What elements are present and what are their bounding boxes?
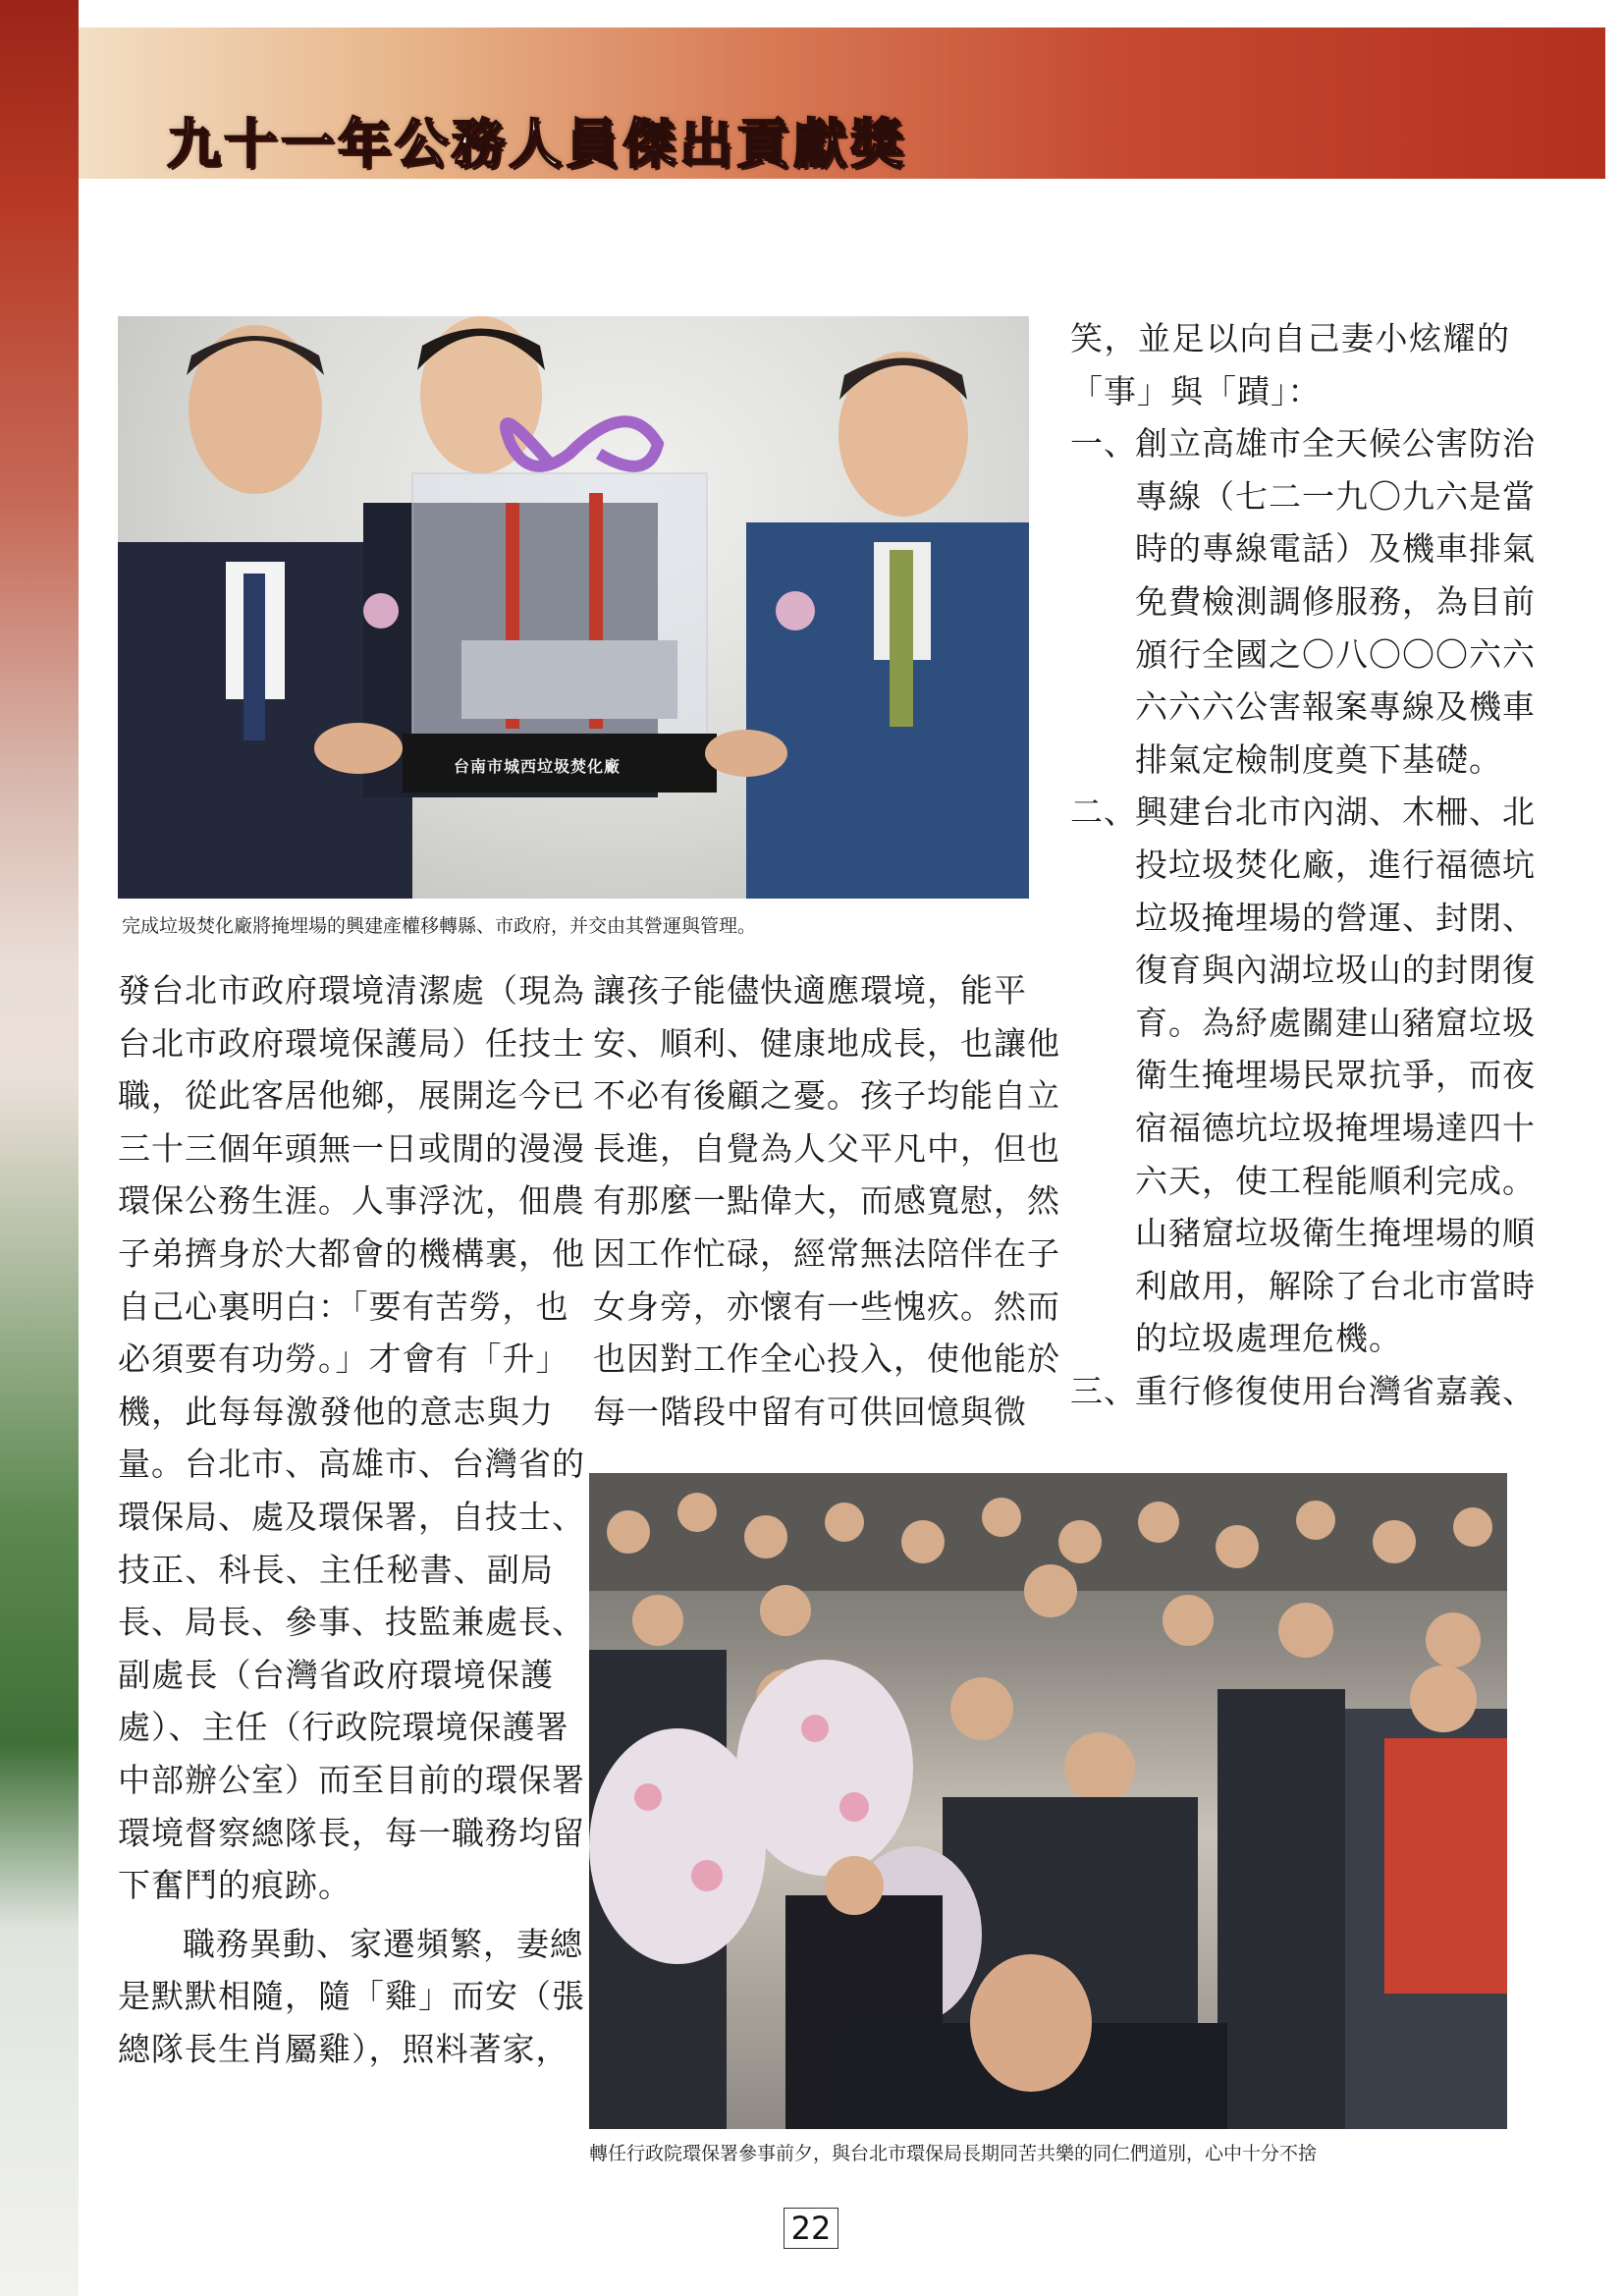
text-line: 副處長（台灣省政府環境保護 xyxy=(118,1655,554,1694)
text-line: 子弟擠身於大都會的機構裏，他 xyxy=(118,1233,585,1273)
list-item-label: 二、 xyxy=(1070,793,1137,832)
text-line: 發台北市政府環境清潔處（現為 xyxy=(118,971,585,1010)
text-line: 創立高雄市全天候公害防治 xyxy=(1135,424,1536,464)
text-line: 「事」與「蹟」： xyxy=(1070,371,1322,410)
list-item-label: 一、 xyxy=(1070,424,1137,464)
text-line: 環保局、處及環保署，自技士、 xyxy=(118,1497,585,1536)
text-line: 頒行全國之〇八〇〇〇六六 xyxy=(1135,634,1536,674)
text-line: 環境督察總隊長，每一職務均留 xyxy=(118,1813,585,1852)
text-line: 排氣定檢制度奠下基礎。 xyxy=(1135,739,1502,779)
text-line: 宿福德坑垃圾掩埋場達四十 xyxy=(1135,1108,1536,1147)
text-line: 笑，並足以向自己妻小炫耀的 xyxy=(1070,319,1510,357)
text-line: 長、局長、參事、技監兼處長、 xyxy=(118,1603,585,1642)
text-line: 山豬窟垃圾衛生掩埋場的順 xyxy=(1135,1214,1536,1253)
text-line: 六天，使工程能順利完成。 xyxy=(1135,1161,1536,1200)
text-line: 免費檢測調修服務，為目前 xyxy=(1135,581,1536,621)
text-line: 三十三個年頭無一日或閒的漫漫 xyxy=(118,1128,585,1168)
paragraph xyxy=(118,1918,585,2076)
text-line: 安、順利、健康地成長，也讓他 xyxy=(593,1023,1060,1063)
list-item xyxy=(1070,1365,1536,1418)
text-line: 利啟用，解除了台北市當時 xyxy=(1135,1266,1536,1305)
text-line: 的垃圾處理危機。 xyxy=(1135,1319,1402,1358)
text-line: 機，此每每激發他的意志與力 xyxy=(118,1392,554,1431)
text-line: 育。為紓處關建山豬窟垃圾 xyxy=(1135,1003,1536,1042)
model-plate-label: 台南市城西垃圾焚化廠 xyxy=(454,757,622,776)
photo-caption: 轉任行政院環保署參事前夕，與台北市環保局長期同苦共樂的同仁們道別，心中十分不捨 xyxy=(589,2143,1318,2164)
text-line: 必須要有功勞。」才會有「升」 xyxy=(118,1339,569,1379)
text-line: 下奮鬥的痕跡。 xyxy=(118,1866,352,1905)
text-line: 職務異動、家遷頻繁，妻總 xyxy=(183,1924,583,1963)
photo-caption: 完成垃圾焚化廠將掩埋場的興建產權移轉縣、市政府，并交由其營運與管理。 xyxy=(122,915,757,937)
text-line: 環保公務生涯。人事浮沈，佃農 xyxy=(118,1181,585,1221)
text-line: 重行修復使用台灣省嘉義、 xyxy=(1135,1371,1536,1410)
text-line: 量。台北市、高雄市、台灣省的 xyxy=(118,1445,585,1484)
list-item-label: 三、 xyxy=(1070,1371,1137,1410)
list-item xyxy=(1070,786,1536,1365)
text-line: 職，從此客居他鄉，展開迄今已 xyxy=(118,1076,585,1116)
text-line: 衛生掩埋場民眾抗爭，而夜 xyxy=(1135,1056,1536,1095)
list-item xyxy=(1070,417,1536,786)
text-line: 女身旁，亦懷有一些愧疚。然而 xyxy=(593,1286,1060,1326)
page-title: 九十一年公務人員傑出貢獻獎 xyxy=(167,113,907,175)
text-line: 時的專線電話）及機車排氣 xyxy=(1135,529,1536,569)
text-column-2 xyxy=(593,964,1060,1438)
text-line: 處）、主任（行政院環境保護署 xyxy=(118,1708,569,1747)
text-line: 有那麼一點偉大，而感寬慰，然 xyxy=(593,1181,1060,1221)
text-line: 技正、科長、主任秘書、副局 xyxy=(118,1550,554,1589)
photo-officials-with-model xyxy=(118,316,1029,899)
text-line: 是默默相隨，隨「雞」而安（張 xyxy=(118,1977,585,2016)
text-line: 興建台北市內湖、木柵、北 xyxy=(1135,793,1536,832)
decorative-side-strip xyxy=(0,0,79,2296)
text-line: 不必有後顧之憂。孩子均能自立 xyxy=(593,1076,1060,1116)
text-line: 長進，自覺為人父平凡中，但也 xyxy=(593,1128,1060,1168)
text-line: 因工作忙碌，經常無法陪伴在子 xyxy=(593,1233,1060,1273)
text-line: 讓孩子能儘快適應環境，能平 xyxy=(593,971,1027,1010)
text-column-3 xyxy=(1070,312,1536,1417)
text-line: 專線（七二一九〇九六是當 xyxy=(1135,476,1536,516)
text-column-1 xyxy=(118,964,585,2075)
text-line: 復育與內湖垃圾山的封閉復 xyxy=(1135,951,1536,990)
text-line: 中部辦公室）而至目前的環保署 xyxy=(118,1760,585,1799)
text-line: 總隊長生肖屬雞），照料著家， xyxy=(118,2029,569,2068)
page-number: 22 xyxy=(784,2208,839,2249)
paragraph xyxy=(118,964,585,1912)
text-line: 垃圾掩埋場的營運、封閉、 xyxy=(1135,898,1536,937)
text-line: 台北市政府環境保護局）任技士 xyxy=(118,1023,585,1063)
text-line: 也因對工作全心投入，使他能於 xyxy=(593,1339,1060,1379)
text-line: 投垃圾焚化廠，進行福德坑 xyxy=(1135,845,1536,884)
text-line: 每一階段中留有可供回憶與微 xyxy=(593,1392,1027,1431)
text-line: 六六六公害報案專線及機車 xyxy=(1135,687,1536,727)
text-line: 自己心裏明白：「要有苦勞，也 xyxy=(118,1286,569,1326)
photo-farewell-crowd xyxy=(589,1473,1507,2129)
